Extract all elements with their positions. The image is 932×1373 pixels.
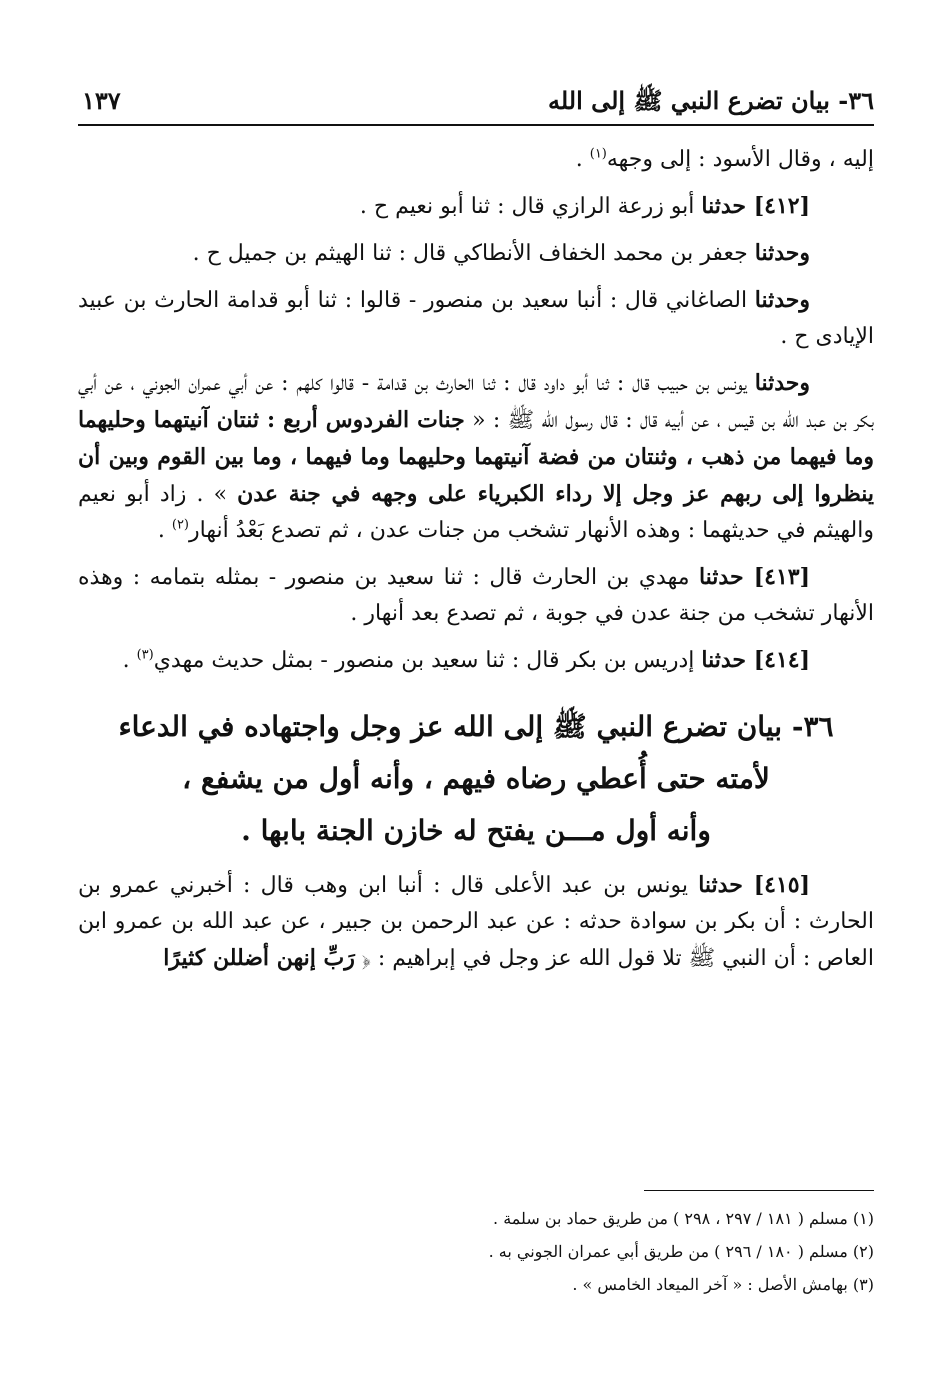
- hadith-413: [78, 559, 874, 632]
- paragraph: [78, 235, 874, 272]
- running-title: ٣٦- بيان تضرع النبي ﷺ إلى الله: [547, 86, 874, 115]
- paragraph-text: .: [122, 648, 137, 673]
- hadith-415: [78, 867, 874, 977]
- paragraph-text: إليه ، وقال الأسود : إلى وجهه: [606, 147, 874, 172]
- narration-keyword: وحدثنا: [754, 287, 810, 313]
- footnotes: [78, 1202, 874, 1301]
- footnote-ref: (٣): [136, 647, 154, 663]
- narration-keyword: وحدثنا: [754, 240, 810, 266]
- paragraph: [78, 282, 874, 355]
- footnote: (٣) بهامش الأصل : « آخر الميعاد الخامس » .: [572, 1275, 874, 1294]
- narration-keyword: حدثنا: [698, 872, 743, 898]
- hadith-412: [78, 188, 874, 225]
- paragraph-text: مهدي بن الحارث قال : ثنا سعيد بن منصور - بمثله بتمامه : وهذه الأنهار تشخب من جنة عدن في جوبة ، ثم تصدع بعد أنهار .: [78, 565, 874, 626]
- hadith-matn: جنات الفردوس أربع : ثنتان آنيتهما وحليهما وما فيهما من ذهب ، وثنتان من فضة آنيتهما وحليهما وما فيهما ، وما بين القوم وبين أن ينظروا إلى ربهم عز وجل إلا رداء الكبرياء على وجهه في جنة عدن: [78, 407, 874, 507]
- paragraph-text: .: [575, 147, 590, 172]
- narration-keyword: حدثنا: [698, 564, 744, 590]
- narration-keyword: حدثنا: [701, 647, 747, 673]
- chapter-heading-line: ٣٦- بيان تضرع النبي ﷺ إلى الله عز وجل واجتهاده في الدعاء: [118, 710, 834, 743]
- paragraph: [78, 365, 874, 549]
- paragraph-text: .: [157, 518, 172, 543]
- page-number: ١٣٧: [82, 86, 121, 115]
- hadith-number: [٤١٥]: [742, 872, 811, 898]
- footnote: (١) مسلم ( ١٨١ / ٢٩٧ ، ٢٩٨ ) من طريق حماد بن سلمة .: [493, 1209, 874, 1228]
- paragraph-text: جعفر بن محمد الخفاف الأنطاكي قال : ثنا الهيثم بن جميل ح .: [192, 241, 755, 266]
- page-body: [78, 126, 874, 977]
- chapter-heading-line: وأنه أول مـــن يفتح له خازن الجنة بابها .: [241, 814, 711, 847]
- footnote: (٢) مسلم ( ١٨٠ / ٢٩٦ ) من طريق أبي عمران الجوني به .: [488, 1242, 874, 1261]
- chapter-heading: [78, 701, 874, 857]
- footnote-rule: [644, 1190, 874, 1197]
- book-page: [78, 60, 874, 1350]
- paragraph-text: الصاغاني قال : أنبا سعيد بن منصور - قالوا : ثنا أبو قدامة الحارث بن عبيد الإيادى ح .: [78, 288, 874, 349]
- paragraph-text: أبو زرعة الرازي قال : ثنا أبو نعيم ح .: [359, 194, 702, 219]
- quran-quote: رَبِّ إنهن أضللن كثيرًا: [163, 945, 355, 971]
- hadith-414: [78, 642, 874, 679]
- footnote-ref: (١): [589, 146, 607, 162]
- hadith-number: [٤١٤]: [746, 647, 810, 673]
- footnote-ref: (٢): [171, 517, 189, 533]
- running-head: [78, 60, 874, 126]
- paragraph-text: إدريس بن بكر قال : ثنا سعيد بن منصور - بمثل حديث مهدي: [153, 648, 702, 673]
- narration-keyword: حدثنا: [701, 193, 747, 219]
- paragraph-text: يونس بن عبد الأعلى قال : أنبا ابن وهب قال : أخبرني عمرو بن الحارث : أن بكر بن سوادة حدثه : عن عبد الرحمن بن جبير ، عن عبد الله بن عمرو ابن العاص : أن النبي ﷺ تلا قول الله عز وجل في إبراهيم : ﴿: [78, 873, 874, 971]
- paragraph-text: » . زاد أبو نعيم والهيثم في حديثهما : وهذه الأنهار تشخب من جنات عدن ، ثم تصدع بَعْدُ أنهار: [78, 482, 874, 543]
- hadith-number: [٤١٣]: [743, 564, 810, 590]
- paragraph: [78, 142, 874, 178]
- chapter-heading-line: لأمته حتى أُعطي رضاه فيهم ، وأنه أول من يشفع ،: [182, 762, 770, 795]
- hadith-number: [٤١٢]: [746, 193, 810, 219]
- narration-keyword: وحدثنا: [754, 370, 810, 396]
- paragraph-text: يونس بن حبيب قال : ثنا أبو داود قال : ثنا الحارث بن قدامة - قالوا كلهم : عن أبي عمران الجوني ، عن أبي بكر بن عبد الله بن قيس ، عن أبيه قال : قال رسول الله ﷺ : «: [78, 371, 875, 433]
